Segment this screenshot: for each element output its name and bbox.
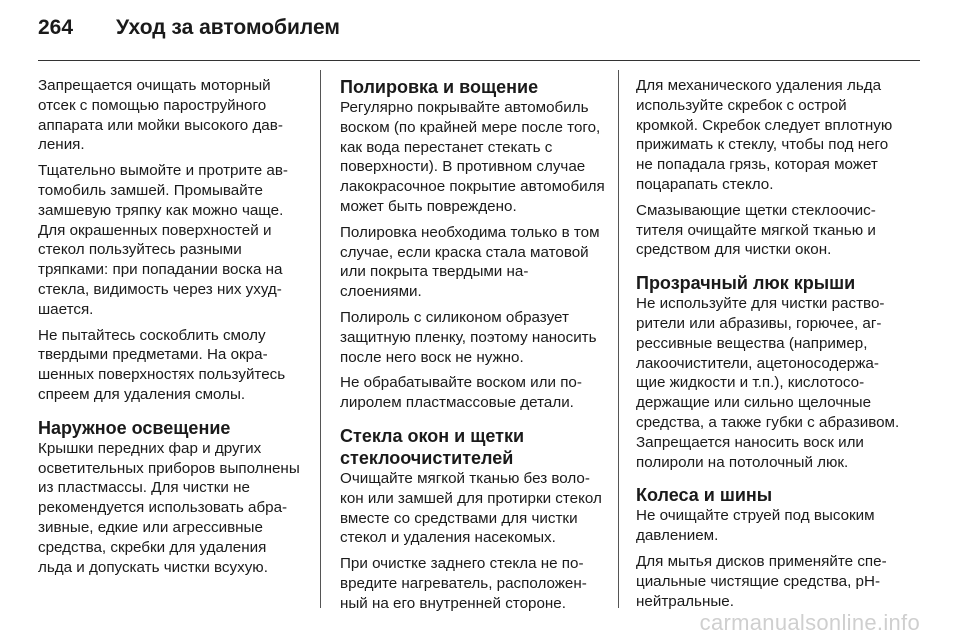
paragraph-tar: Не пытайтесь соскоблить смолу твердыми предметами. На окрашенных поверхностях пользуйтесь спреем для удаления смолы. [38,326,286,403]
paragraph-lighting: Крышки передних фар и других осветительных приборов выполнены из пластмассы. Для чистки не рекомендуется использовать абразивные, едкие или агрессивные средства, скребки для удаления льда и допускать чистки всухую. [38,439,300,576]
paragraph-chamois: Тщательно вымойте и протрите автомобиль замшей. Промывайте замшевую тряпку как можно чаще. Для окрашенных поверхностей и стекол пользуйтесь разными тряпками: при попадании воска на стекла, видимость через них ухудшается. [38,162,288,318]
heading-windows-wipers: Стекла окон и щетки стеклоочистителей [340,425,525,468]
chapter-title: Уход за автомобилем [116,16,340,39]
column-right [636,76,901,617]
header-rule [38,60,920,61]
watermark: carmanualsonline.info [699,610,920,635]
paragraph-sunroof: Не используйте для чистки растворители или абразивы, горючее, агрессивные вещества (например, лакоочистители, ацетоносодержащие жидкости и т.п.), кислотосодержащие или сильно щелочные средства, а также губки с абразивом. Запрещается наносить воск или полироли на потолочный люк. [636,295,900,471]
column-left [38,76,303,583]
paragraph-silicone: Полироль с силиконом образует защитную пленку, поэтому наносить после него воск не нужно. [340,308,597,366]
paragraph-ice-scraper: Для механического удаления льда используйте скребок с острой кромкой. Скребок следует вплотную прижимать к стеклу, чтобы под него не попадала грязь, которая может поцарапать стекло. [636,77,893,193]
paragraph-engine-washing: Запрещается очищать моторный отсек с помощью пароструйного аппарата или мойки высокого давления. [38,77,283,154]
paragraph-plastic-parts: Не обрабатывайте воском или полиролем пластмассовые детали. [340,374,582,412]
column-middle [340,76,605,620]
page-number: 264 [38,16,74,39]
heading-sunroof: Прозрачный люк крыши [636,273,856,294]
paragraph-wheel-cleaning: Для мытья дисков применяйте специальные чистящие средства, pH-нейтральные. [636,552,887,610]
heading-polishing: Полировка и вощение [340,77,539,97]
page-header [38,16,340,48]
paragraph-polish-needed: Полировка необходима только в том случае, если краска стала матовой или покрыта твердыми наслоениями. [340,223,600,301]
column-divider [320,70,321,608]
paragraph-window-cleaning: Очищайте мягкой тканью без волокон или замшей для протирки стекол вместе со средствами для чистки стекол и удаления насекомых. [340,469,602,547]
column-divider [618,70,619,608]
paragraph-waxing: Регулярно покрывайте автомобиль воском (по крайней мере после того, как вода перестанет стекать с поверхности). В противном случае лакокрасочное покрытие автомобиля может быть повреждено. [340,99,605,215]
paragraph-high-pressure: Не очищайте струей под высоким давлением. [636,507,875,545]
heading-wheels-tyres: Колеса и шины [636,485,773,506]
heading-exterior-lighting: Наружное освещение [38,417,231,438]
paragraph-wiper-blades: Смазывающие щетки стеклоочистителя очищайте мягкой тканью и средством для чистки окон. [636,201,876,259]
paragraph-rear-window: При очистке заднего стекла не повредите нагреватель, расположенный на его внутренней стороне. [340,555,587,612]
